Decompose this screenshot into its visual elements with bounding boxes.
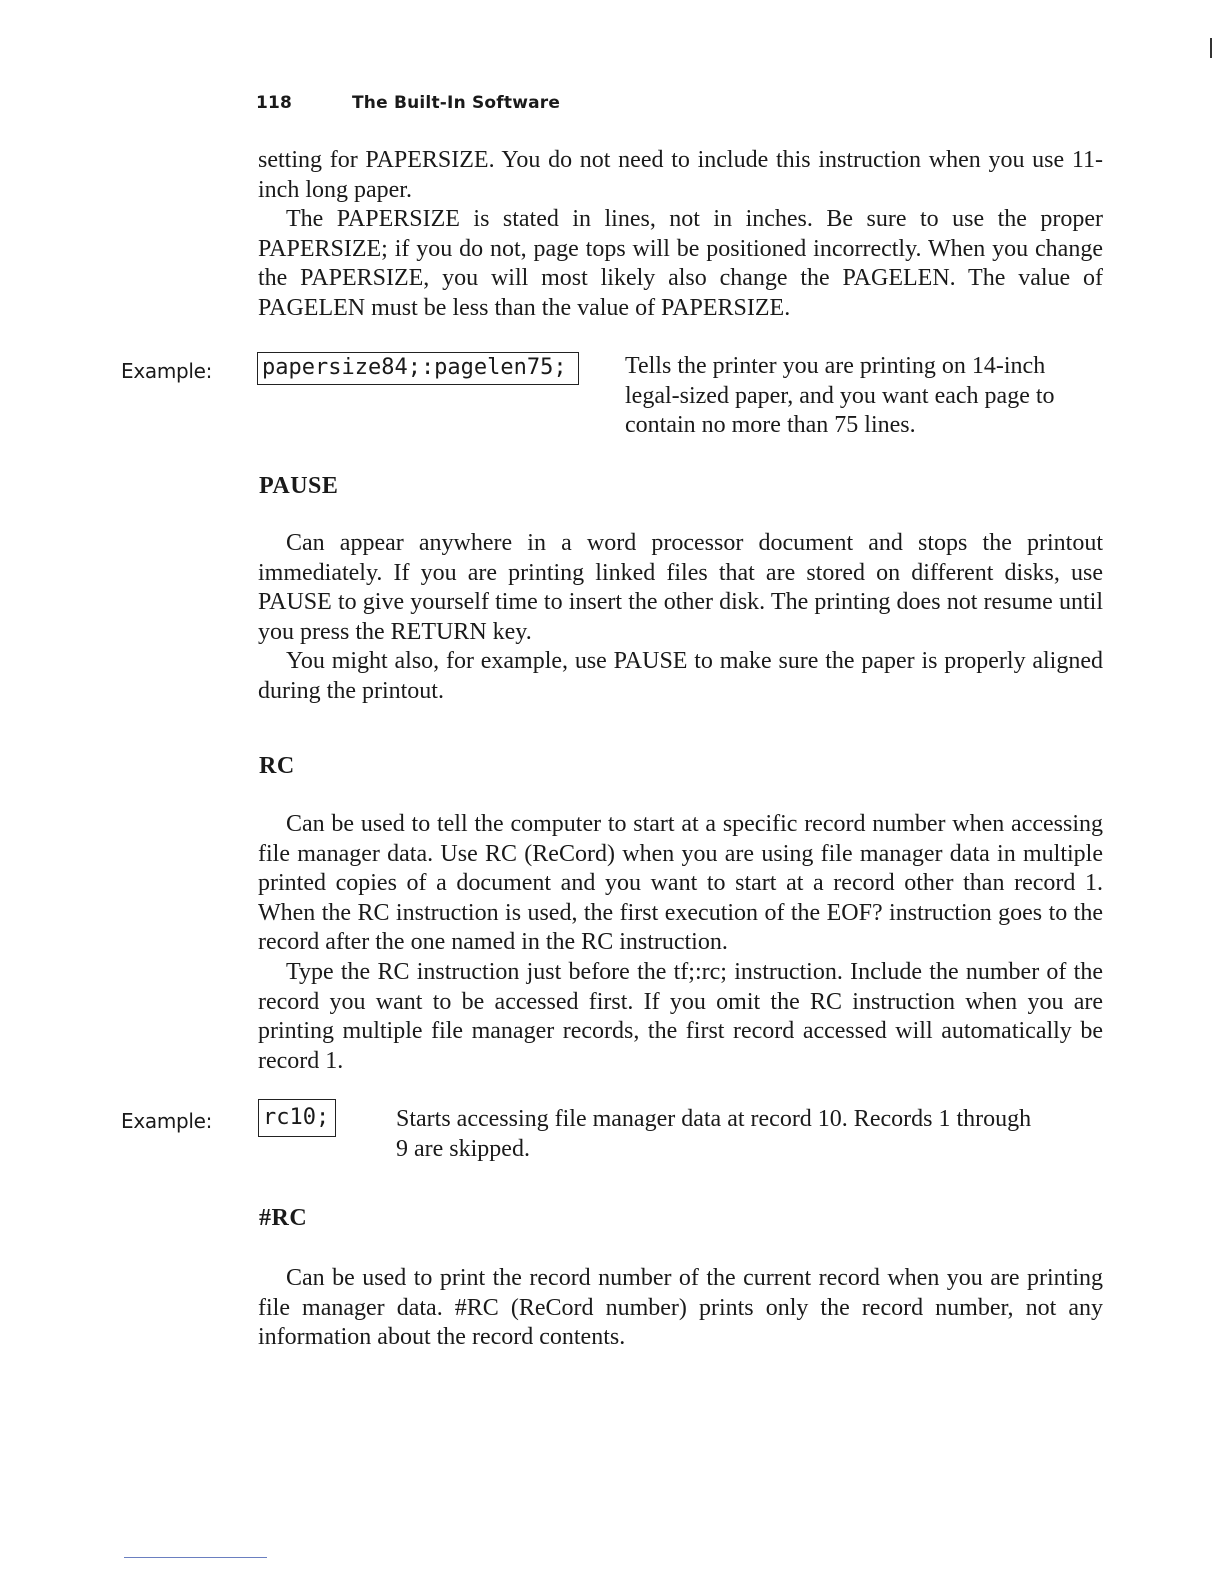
intro-paragraph: setting for PAPERSIZE. You do not need to include this instruction when you use 11-inch long paper. bbox=[258, 147, 1103, 203]
example-description-text: Tells the printer you are printing on 14-inch legal-sized paper, and you want each page to contain no more than 75 lines. bbox=[625, 353, 1055, 439]
pause-paragraph: You might also, for example, use PAUSE to make sure the paper is properly aligned during the printout. bbox=[258, 648, 1103, 704]
section-heading-rc: RC bbox=[259, 753, 295, 779]
rc-paragraph: Type the RC instruction just before the tf;:rc; instruction. Include the number of the record you want to be accessed first. If you omit the RC instruction when you are printing multiple file manager records, the first record accessed will automatically be record 1. bbox=[258, 958, 1103, 1074]
example-label: Example: bbox=[121, 1109, 213, 1133]
hash-rc-paragraph: Can be used to print the record number of the current record when you are printing file manager data. #RC (ReCord number) prints only the record number, not any information about the record contents. bbox=[258, 1265, 1103, 1351]
hash-rc-text bbox=[258, 1264, 1103, 1353]
example-description-text: Starts accessing file manager data at record 10. Records 1 through 9 are skipped. bbox=[396, 1106, 1032, 1162]
section-heading-hash-rc: #RC bbox=[259, 1205, 308, 1231]
intro-text bbox=[258, 146, 1103, 324]
example-label: Example: bbox=[121, 359, 213, 383]
running-header bbox=[256, 93, 560, 113]
scan-edge-mark bbox=[1210, 38, 1212, 58]
page-number: 118 bbox=[256, 93, 293, 113]
pause-paragraph: Can appear anywhere in a word processor document and stops the printout immediately. If you are printing linked files that are stored on different disks, use PAUSE to give yourself time to insert the other disk. The printing does not resume until you press the RETURN key. bbox=[258, 530, 1103, 645]
code-example-rc: rc10; bbox=[258, 1099, 336, 1137]
pause-text bbox=[258, 529, 1103, 707]
chapter-title: The Built-In Software bbox=[352, 93, 561, 113]
code-example-papersize: papersize84;:pagelen75; bbox=[257, 352, 579, 385]
intro-paragraph: The PAPERSIZE is stated in lines, not in inches. Be sure to use the proper PAPERSIZE; if you do not, page tops will be positioned incorrectly. When you change the PAPERSIZE, you will most likely also change the PAGELEN. The value of PAGELEN must be less than the value of PAPERSIZE. bbox=[258, 206, 1103, 321]
footer-rule bbox=[124, 1557, 267, 1558]
rc-paragraph: Can be used to tell the computer to start at a specific record number when accessing file manager data. Use RC (ReCord) when you are using file manager data in multiple printed copies of a document and you want to start at a record other than record 1. When the RC instruction is used, the first execution of the EOF? instruction goes to the record after the one named in the RC instruction. bbox=[258, 811, 1103, 956]
section-heading-pause: PAUSE bbox=[259, 473, 339, 499]
rc-text bbox=[258, 810, 1103, 1076]
example-description bbox=[396, 1105, 1036, 1164]
example-description bbox=[625, 352, 1103, 441]
